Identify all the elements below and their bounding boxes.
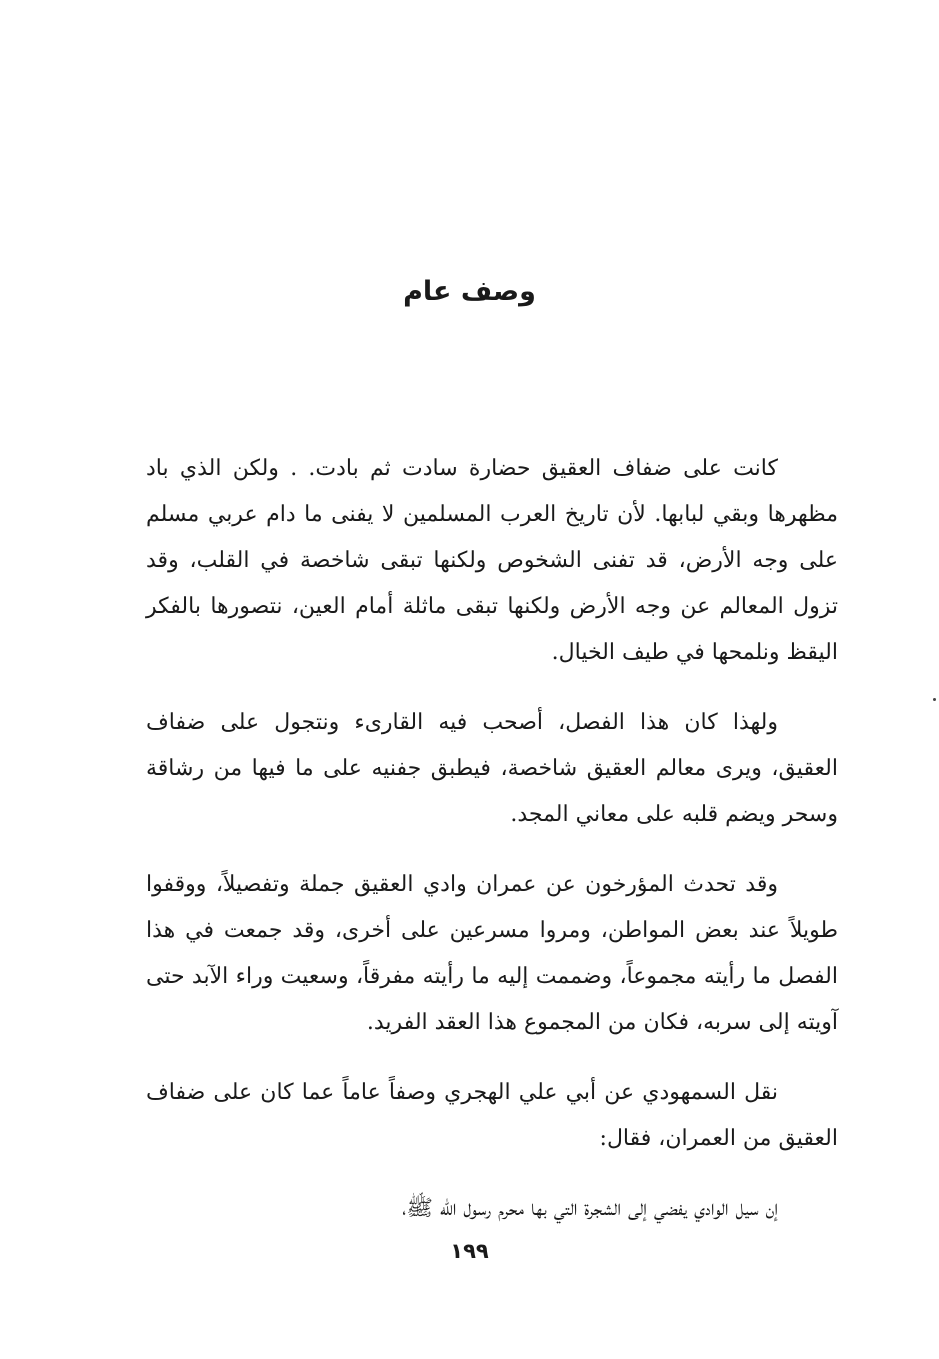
paragraph: نقل السمهودي عن أبي علي الهجري وصفاً عاماً عما كان على ضفاف العقيق من العمران، فقال: [146,1080,838,1151]
body-text [146,446,838,1256]
paragraph: وقد تحدث المؤرخون عن عمران وادي العقيق جملة وتفصيلاً، ووقفوا طويلاً عند بعض المواطن، ومروا مسرعين على أخرى، وقد جمعت في هذا الفصل ما رأيته مجموعاً، وضممت إليه ما رأيته مفرقاً، وسعيت وراء الآبد حتى آويته إلى سربه، فكان من المجموع هذا العقد الفريد. [146,872,838,1035]
paragraph: إن سيل الوادي يفضي إلى الشجرة التي بها محرم رسول الله ﷺ، [402,1196,778,1221]
paragraph: ولهذا كان هذا الفصل، أصحب فيه القارىء ونتجول على ضفاف العقيق، ويرى معالم العقيق شاخصة، فيطبق جفنيه على ما فيها من رشاقة وسحر ويضم قلبه على معاني المجد. [146,710,838,827]
scan-speck [933,698,936,701]
chapter-title: وصف عام [403,276,536,307]
page-number: ١٩٩ [450,1239,489,1263]
paragraph: كانت على ضفاف العقيق حضارة سادت ثم بادت. . ولكن الذي باد مظهرها وبقي لبابها. لأن تاريخ العرب المسلمين لا يفنى ما دام عربي مسلم على وجه الأرض، قد تفنى الشخوص ولكنها تبقى شاخصة في القلب، وقد تزول المعالم عن وجه الأرض ولكنها تبقى ماثلة أمام العين، نتصورها بالفكر اليقظ ونلمحها في طيف الخيال. [146,456,838,665]
